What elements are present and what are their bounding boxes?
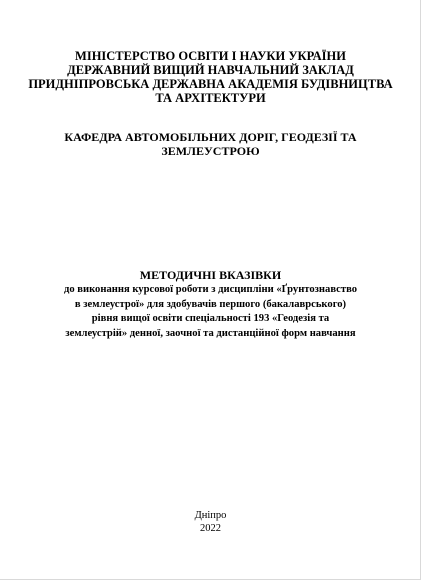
city-text: Дніпро xyxy=(194,510,227,521)
description-line-2: в землеустрої» для здобувачів першого (бакалаврського) xyxy=(74,298,347,310)
year-text: 2022 xyxy=(200,523,221,534)
description-line-4: землеустрій» денної, заочної та дистанційної форм навчання xyxy=(65,327,356,339)
ministry-line-4: ТА АРХІТЕКТУРИ xyxy=(155,91,266,105)
description-line-3: рівня вищої освіти спеціальності 193 «Геодезія та xyxy=(91,313,330,324)
description-line-1: до виконання курсової роботи з дисципліни «Ґрунтознавство xyxy=(63,284,358,295)
ministry-line-3: ПРИДНІПРОВСЬКА ДЕРЖАВНА АКАДЕМІЯ БУДІВНИЦТВА xyxy=(28,77,393,91)
place-and-year xyxy=(0,509,421,535)
ministry-line-2: ДЕРЖАВНИЙ ВИЩИЙ НАВЧАЛЬНИЙ ЗАКЛАД xyxy=(67,63,354,77)
document-description xyxy=(0,283,421,341)
department-header xyxy=(0,130,421,158)
department-line-2: ЗЕМЛЕУСТРОЮ xyxy=(161,144,260,158)
ministry-line-1: МІНІСТЕРСТВО ОСВІТИ І НАУКИ УКРАЇНИ xyxy=(75,49,346,63)
guide-title-text: МЕТОДИЧНІ ВКАЗІВКИ xyxy=(139,268,282,282)
document-title xyxy=(0,269,421,282)
ministry-header xyxy=(0,49,421,105)
department-line-1: КАФЕДРА АВТОМОБІЛЬНИХ ДОРІГ, ГЕОДЕЗІЇ ТА xyxy=(64,130,357,144)
